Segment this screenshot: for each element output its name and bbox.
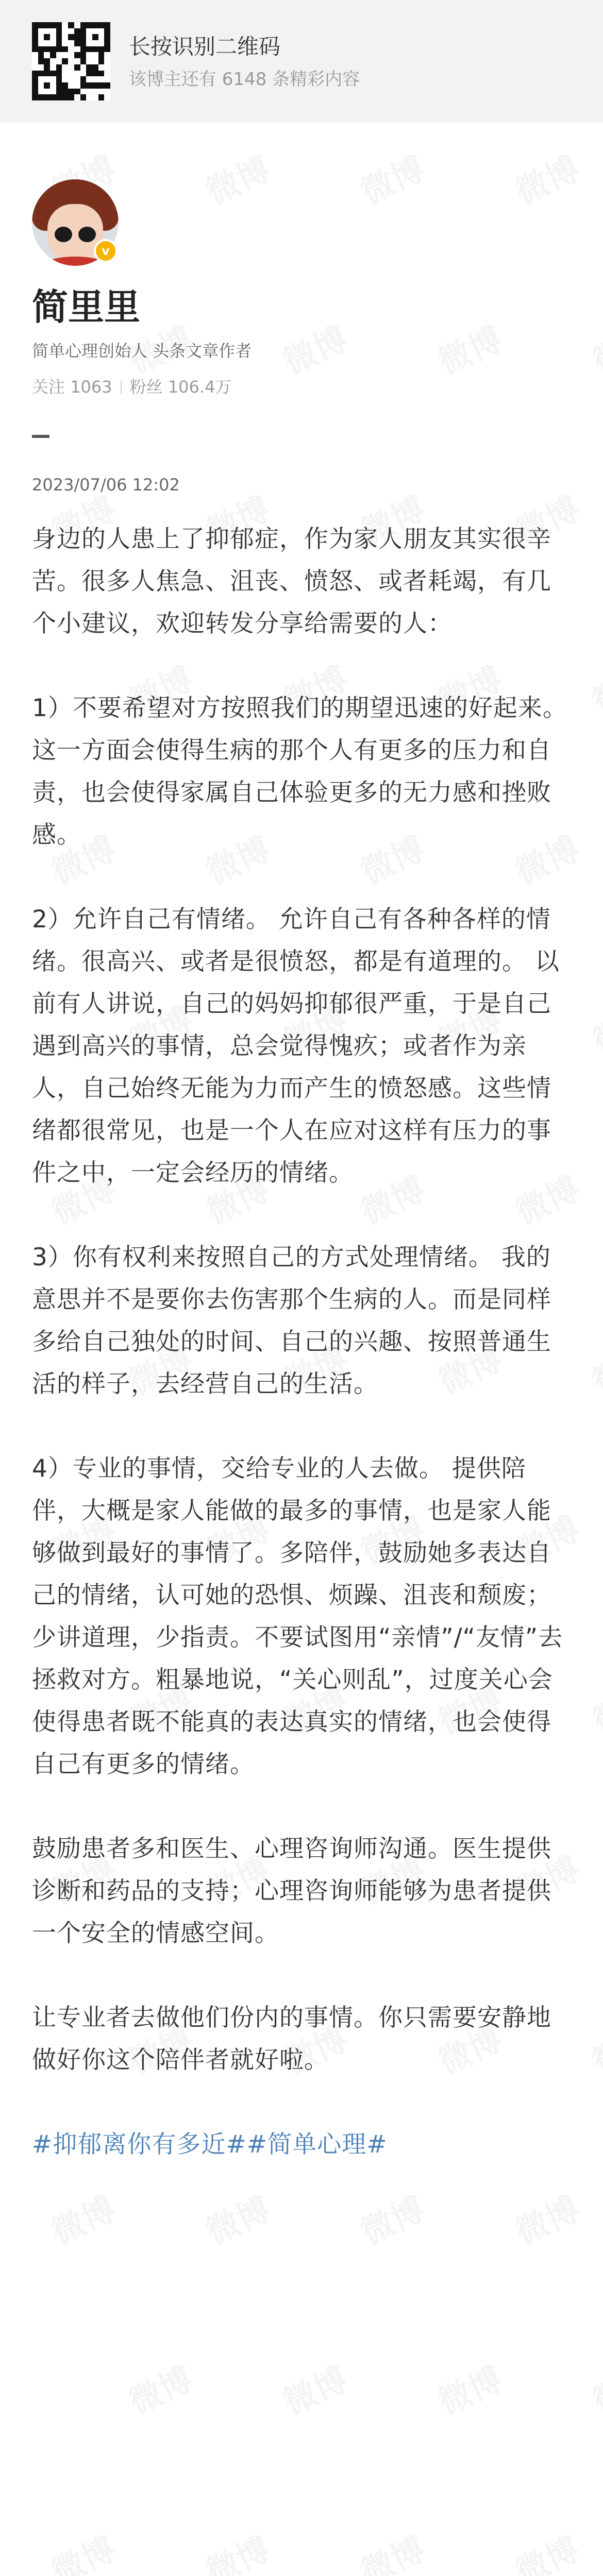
watermark-text	[120, 2353, 200, 2424]
watermark-text	[429, 2353, 509, 2424]
post-paragraph: 4）专业的事情，交给专业的人去做。 提供陪伴，大概是家人能做的最多的事情，也是家人能够做到最好的事情了。多陪伴，鼓励她多表达自己的情绪，认可她的恐惧、烦躁、沮丧和颓废；少讲道理，少指责。不要试图用“亲情”/“友情”去拯救对方。粗暴地说，“关心则乱”，过度关心会使得患者既不能真的表达真实的情绪，也会使得自己有更多的情绪。	[32, 1454, 563, 1778]
watermark-text	[352, 2523, 432, 2576]
watermark-text	[584, 1333, 603, 1403]
post-paragraph: 2）允许自己有情绪。 允许自己有各种各样的情绪。很高兴、或者是很愤怒，都是有道理的。 以前有人讲说，自己的妈妈抑郁很严重，于是自己遇到高兴的事情，总会觉得愧疚；或者作为亲人，自己始终无能为力而产生的愤怒感。这些情绪都很常见，也是一个人在应对这样有压力的事件之中，一定会经历的情绪。	[32, 905, 560, 1187]
stats-divider	[121, 381, 122, 394]
section-divider	[32, 435, 49, 438]
post-paragraph: 鼓励患者多和医生、心理咨询师沟通。医生提供诊断和药品的支持；心理咨询师能够为患者提供一个安全的情感空间。	[32, 1835, 551, 1947]
following-count[interactable]: 1063	[70, 377, 112, 397]
profile-stats	[32, 374, 231, 398]
top-qr-banner	[0, 0, 603, 123]
watermark-text	[43, 2523, 123, 2576]
post-paragraph: 让专业者去做他们份内的事情。你只需要安静地做好你这个陪伴者就好啦。	[32, 2004, 551, 2074]
verified-v-icon: v	[94, 239, 118, 263]
watermark-text	[584, 653, 603, 723]
watermark-text	[429, 313, 509, 383]
post-paragraph: 3）你有权利来按照自己的方式处理情绪。 我的意思并不是要你去伤害那个生病的人。而是同样多给自己独处的时间、自己的兴趣、按照普通生活的样子，去经营自己的生活。	[32, 1243, 551, 1398]
profile-name[interactable]: 简里里	[32, 286, 140, 328]
qr-code-icon[interactable]	[32, 22, 110, 100]
followers-label: 粉丝	[129, 377, 163, 397]
followers-count[interactable]: 106.4万	[167, 377, 232, 397]
watermark-text	[584, 1673, 603, 1743]
watermark-text	[507, 2523, 587, 2576]
watermark-text	[584, 2013, 603, 2083]
watermark-text	[584, 993, 603, 1063]
watermark-text	[275, 313, 355, 383]
post-date: 2023/07/06 12:02	[32, 475, 180, 495]
watermark-text	[197, 143, 277, 213]
watermark-text	[275, 2353, 355, 2424]
post-content	[32, 518, 571, 2208]
topic-tag-depression[interactable]: #抑郁离你有多近#	[32, 2130, 247, 2159]
watermark-text	[352, 143, 432, 213]
watermark-text	[197, 2523, 277, 2576]
watermark-text	[507, 143, 587, 213]
avatar[interactable]	[32, 179, 119, 266]
top-banner-subtitle: 该博主还有 6148 条精彩内容	[129, 69, 360, 90]
post-tags	[32, 2124, 571, 2166]
topic-tag-jiandanxinli[interactable]: #简单心理#	[246, 2130, 388, 2159]
top-banner-title: 长按识别二维码	[129, 34, 281, 59]
watermark-text	[584, 2353, 603, 2424]
watermark-text	[584, 313, 603, 383]
profile-bio: 简单心理创始人 头条文章作者	[32, 341, 252, 361]
post-paragraph: 1）不要希望对方按照我们的期望迅速的好起来。这一方面会使得生病的那个人有更多的压力和自责，也会使得家属自己体验更多的无力感和挫败感。	[32, 694, 567, 849]
following-label: 关注	[32, 377, 65, 397]
post-paragraph: 身边的人患上了抑郁症，作为家人朋友其实很辛苦。很多人焦急、沮丧、愤怒、或者耗竭，有几个小建议，欢迎转发分享给需要的人：	[32, 525, 551, 638]
